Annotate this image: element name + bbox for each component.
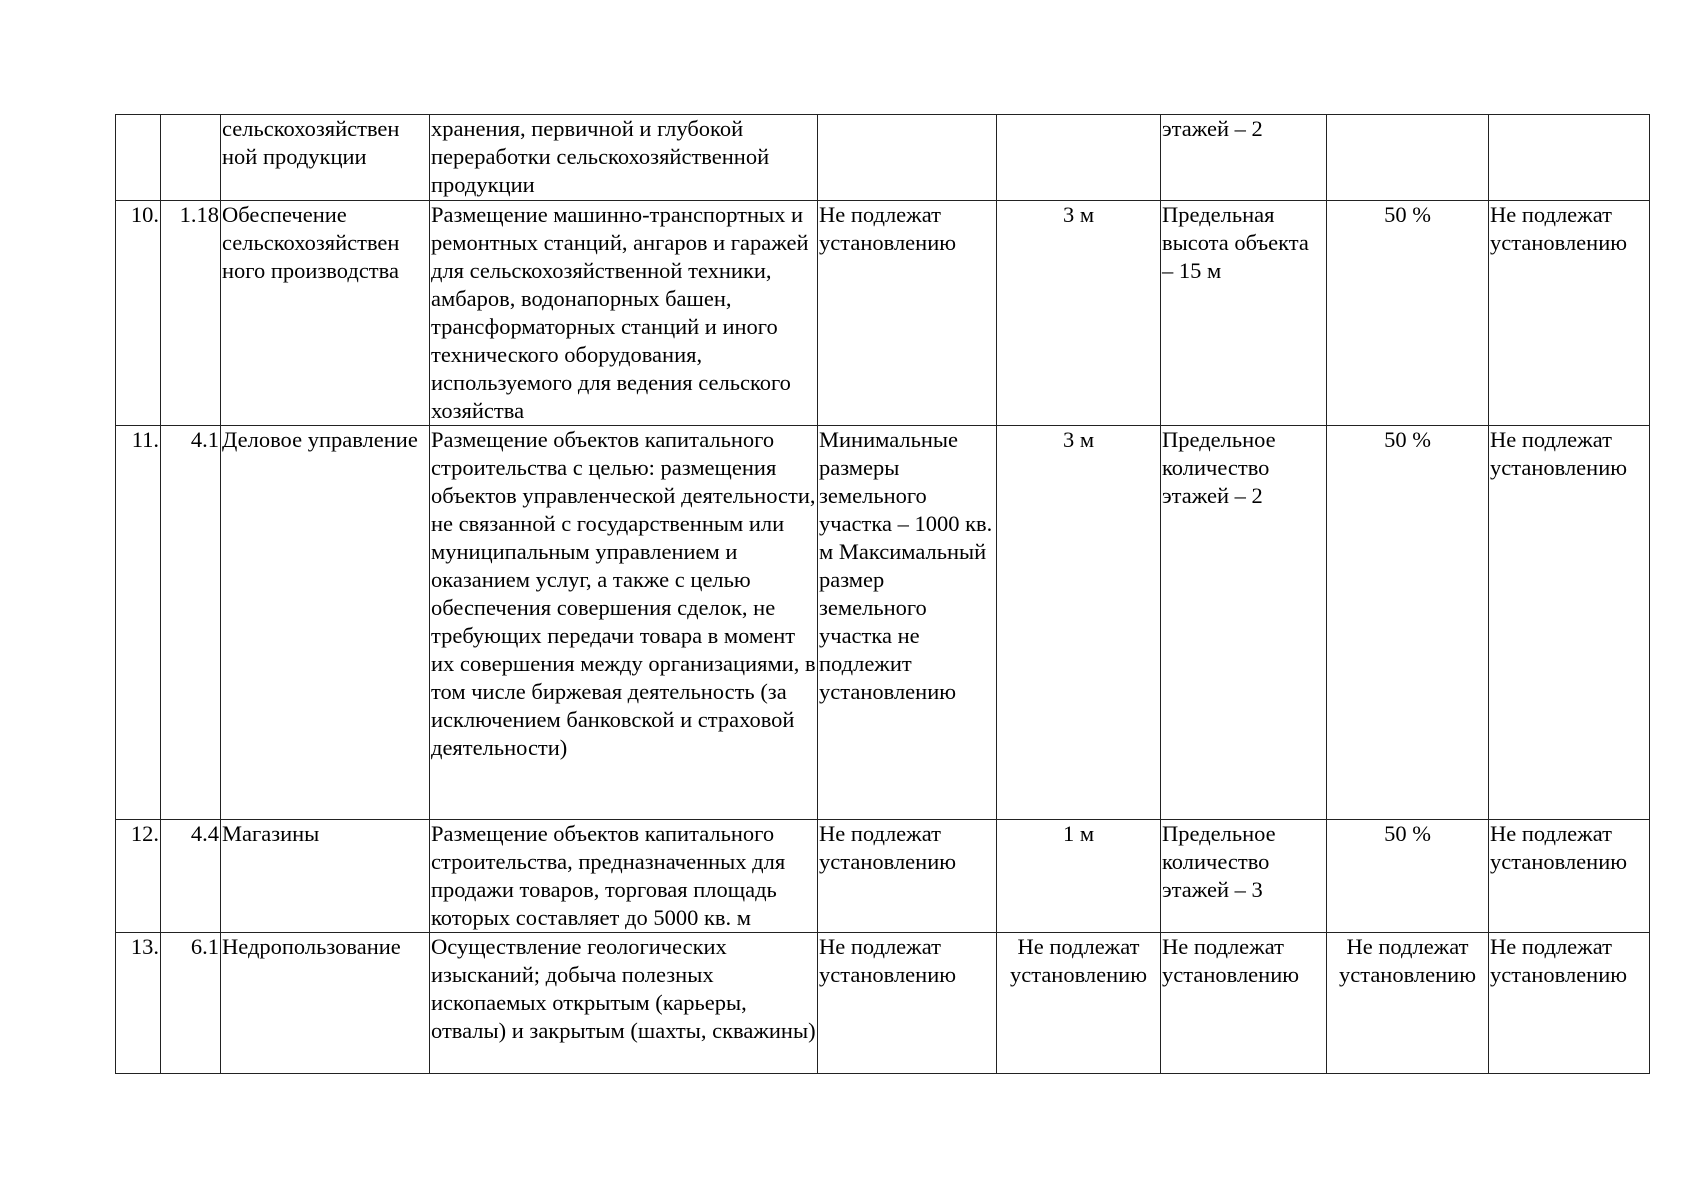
plot-size-limits: Не подлежат установлению xyxy=(818,820,997,933)
use-type-description: Осуществление геологических изысканий; добыча полезных ископаемых открытым (карьеры, отвалы) и закрытым (шахты, скважины) xyxy=(430,933,818,1074)
classifier-code: 4.4 xyxy=(161,820,221,933)
table-row xyxy=(116,115,1650,201)
height-limits: этажей – 2 xyxy=(1161,115,1327,201)
table-row xyxy=(116,201,1650,426)
height-limits: Предельное количество этажей – 3 xyxy=(1161,820,1327,933)
classifier-code: 1.18 xyxy=(161,201,221,426)
use-type-description: хранения, первичной и глубокой переработки сельскохозяйственной продукции xyxy=(430,115,818,201)
height-limits: Не подлежат установлению xyxy=(1161,933,1327,1074)
min-setback: 1 м xyxy=(997,820,1161,933)
height-limits: Предельное количество этажей – 2 xyxy=(1161,426,1327,820)
land-use-regulations-table xyxy=(115,114,1650,1074)
max-coverage: 50 % xyxy=(1327,820,1489,933)
other-parameters: Не подлежат установлению xyxy=(1489,201,1650,426)
min-setback xyxy=(997,115,1161,201)
classifier-code xyxy=(161,115,221,201)
classifier-code: 6.1 xyxy=(161,933,221,1074)
use-type-description: Размещение машинно-транспортных и ремонтных станций, ангаров и гаражей для сельскохозяйственной техники, амбаров, водонапорных башен, трансформаторных станций и иного технического оборудования, используемого для ведения сельского хозяйства xyxy=(430,201,818,426)
min-setback: 3 м xyxy=(997,426,1161,820)
max-coverage: 50 % xyxy=(1327,201,1489,426)
use-type-name: Недропользование xyxy=(221,933,430,1074)
use-type-name: сельскохозяйствен ной продукции xyxy=(221,115,430,201)
row-number xyxy=(116,115,161,201)
use-type-name: Магазины xyxy=(221,820,430,933)
plot-size-limits xyxy=(818,115,997,201)
table-body xyxy=(116,115,1650,1074)
table-row xyxy=(116,933,1650,1074)
row-number: 10. xyxy=(116,201,161,426)
max-coverage: 50 % xyxy=(1327,426,1489,820)
other-parameters: Не подлежат установлению xyxy=(1489,933,1650,1074)
other-parameters xyxy=(1489,115,1650,201)
use-type-description: Размещение объектов капитального строительства, предназначенных для продажи товаров, торговая площадь которых составляет до 5000 кв. м xyxy=(430,820,818,933)
row-number: 13. xyxy=(116,933,161,1074)
row-number: 11. xyxy=(116,426,161,820)
plot-size-limits: Не подлежат установлению xyxy=(818,201,997,426)
plot-size-limits: Не подлежат установлению xyxy=(818,933,997,1074)
use-type-name: Деловое управление xyxy=(221,426,430,820)
min-setback: Не подлежат установлению xyxy=(997,933,1161,1074)
min-setback: 3 м xyxy=(997,201,1161,426)
plot-size-limits: Минимальные размеры земельного участка – 1000 кв. м Максимальный размер земельного участка не подлежит установлению xyxy=(818,426,997,820)
max-coverage: Не подлежат установлению xyxy=(1327,933,1489,1074)
table-row xyxy=(116,820,1650,933)
height-limits: Предельная высота объекта – 15 м xyxy=(1161,201,1327,426)
row-number: 12. xyxy=(116,820,161,933)
other-parameters: Не подлежат установлению xyxy=(1489,426,1650,820)
other-parameters: Не подлежат установлению xyxy=(1489,820,1650,933)
classifier-code: 4.1 xyxy=(161,426,221,820)
use-type-description: Размещение объектов капитального строительства с целью: размещения объектов управленческой деятельности, не связанной с государственным или муниципальным управлением и оказанием услуг, а также с целью обеспечения совершения сделок, не требующих передачи товара в момент их совершения между организациями, в том числе биржевая деятельность (за исключением банковской и страховой деятельности) xyxy=(430,426,818,820)
table-row xyxy=(116,426,1650,820)
max-coverage xyxy=(1327,115,1489,201)
use-type-name: Обеспечение сельскохозяйствен ного производства xyxy=(221,201,430,426)
